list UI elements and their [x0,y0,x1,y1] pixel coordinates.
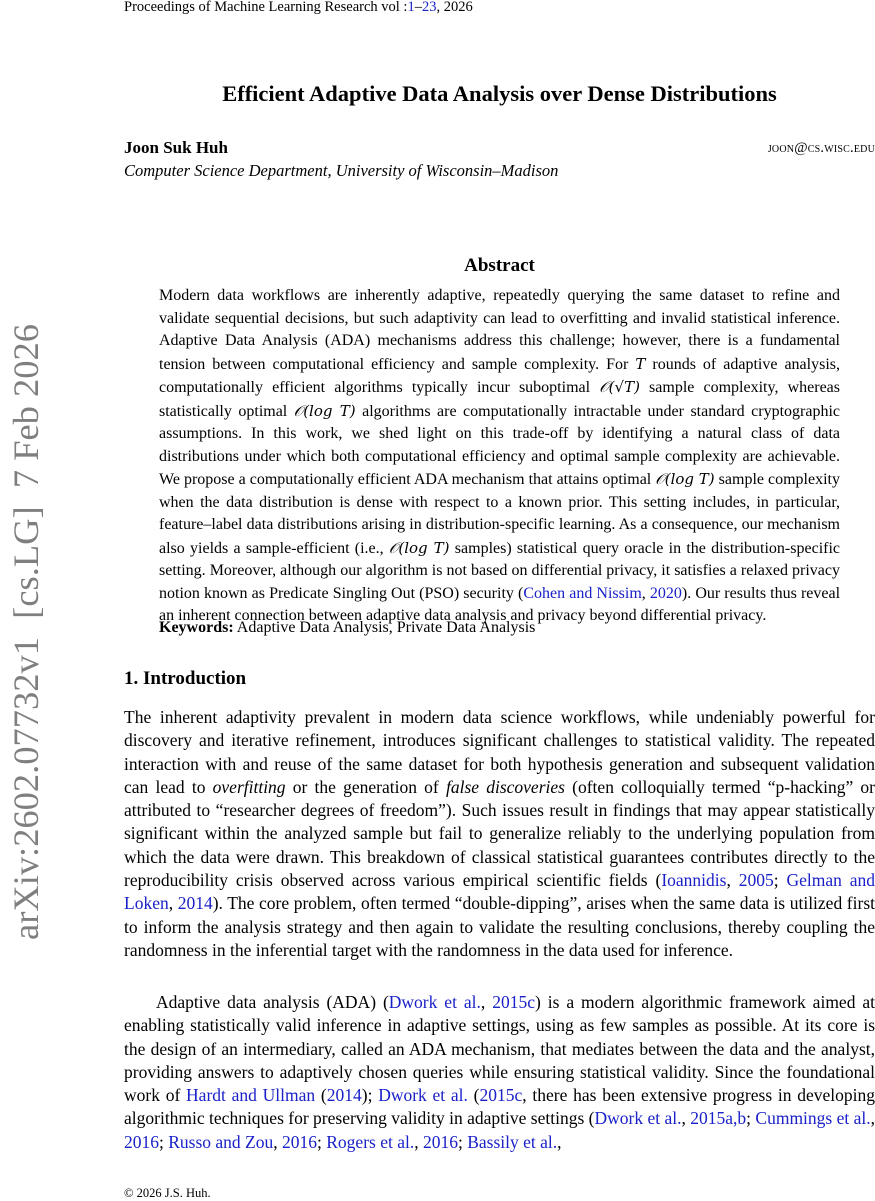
citation-link[interactable]: 2015a,b [690,1108,747,1129]
running-head: Proceedings of Machine Learning Research vol :1–23, 2026 [124,0,473,15]
arxiv-stamp-text: arXiv:2602.07732v1 [cs.LG] 7 Feb 2026 [6,332,46,940]
keywords-list: Adaptive Data Analysis, Private Data Analysis [236,619,536,636]
keywords [159,617,840,640]
citation-link[interactable]: 2016 [124,1131,159,1152]
citation-link[interactable]: Ioannidis [661,870,727,891]
citation-link[interactable]: 2014 [177,893,213,914]
arxiv-stamp [2,322,50,940]
citation-link[interactable]: Cohen and Nissim [523,584,642,602]
page-range-end-link[interactable]: 23 [421,0,437,15]
author-name: Joon Suk Huh [124,138,228,157]
intro-paragraph-1: The inherent adaptivity prevalent in modern data science workflows, while undeniably powerful for discovery and iterative refinement, introduces significant challenges to statistical validity. The repeated interaction with and reuse of the same dataset for both hypothesis generation and subsequent validation can lead to overfitting or the generation of false discoveries (often colloquially termed “p-hacking” or attributed to “researcher degrees of freedom”). Such issues result in findings that may appear statistically significant within the analyzed sample but fail to generalize reliably to the underlying population from which the data were drawn. This breakdown of classical statistical guarantees contributes directly to the reproducibility crisis observed across various empirical scientific fields (Ioannidis, 2005; Gelman and Loken, 2014). The core problem, often termed “double-dipping”, arises when the same data is utilized first to inform the analysis strategy and then again to validate the resulting conclusions, thereby coupling the randomness in the inferential target with the randomness in the data used for inference. [124,707,875,960]
author-email[interactable]: joon@cs.wisc.edu [767,140,875,156]
page-range-start-link[interactable]: 1 [407,0,415,15]
citation-link[interactable]: Cummings et al. [755,1108,871,1129]
citation-link[interactable]: Bassily et al. [467,1131,558,1152]
citation-link[interactable]: 2016 [422,1131,458,1152]
citation-link[interactable]: 2005 [738,870,774,891]
citation-link[interactable]: 2014 [326,1085,362,1106]
paper-title: Efficient Adaptive Data Analysis over Dense Distributions [222,81,777,106]
citation-link[interactable]: Dwork et al. [388,992,481,1012]
keywords-label: Keywords: [159,619,234,636]
author-affiliation: Computer Science Department, University of Wisconsin–Madison [124,161,559,180]
citation-link[interactable]: 2016 [282,1131,317,1152]
citation-link[interactable]: Russo and Zou [168,1131,274,1152]
citation-link[interactable]: Hardt and Ullman [186,1085,316,1106]
intro-paragraph-2: Adaptive data analysis (ADA) (Dwork et al., 2015c) is a modern algorithmic framework aimed at enabling statistically valid inference in adaptive settings, using as few samples as possible. At its core is the design of an intermediary, called an ADA mechanism, that mediates between the data and the analyst, providing answers to adaptively chosen queries while ensuring statistical validity. Since the foundational work of Hardt and Ullman (2014); Dwork et al. (2015c, there has been extensive progress in developing algorithmic techniques for preserving validity in adaptive settings (Dwork et al., 2015a,b; Cummings et al., 2016; Russo and Zou, 2016; Rogers et al., 2016; Bassily et al., [124,992,875,1152]
abstract-heading: Abstract [464,255,535,276]
citation-link[interactable]: 2015c [492,992,535,1012]
citation-link[interactable]: Dwork et al. [378,1085,468,1106]
citation-link[interactable]: Dwork et al. [594,1108,682,1129]
citation-link[interactable]: 2015c [479,1085,523,1106]
citation-link[interactable]: Gelman and Loken [124,870,875,914]
section-heading-introduction: 1. Introduction [124,668,247,689]
copyright-notice: © 2026 J.S. Huh. [124,1186,211,1200]
citation-link[interactable]: Rogers et al. [326,1131,415,1152]
abstract-body: Modern data workflows are inherently adaptive, repeatedly querying the same dataset to refine and validate sequential decisions, but such adaptivity can lead to overfitting and invalid statistical inference. Adaptive Data Analysis (ADA) mechanisms address this challenge; however, there is a fundamental tension between computational efficiency and sample complexity. For T rounds of adaptive analysis, computationally efficient algorithms typically incur suboptimal 𝒪(√T) sample complexity, whereas statistically optimal 𝒪(log T) algorithms are computationally intractable under standard cryptographic assumptions. In this work, we shed light on this trade-off by identifying a natural class of data distributions under which both computational efficiency and optimal sample complexity are achievable. We propose a computationally efficient ADA mechanism that attains optimal 𝒪(log T) sample complexity when the data distribution is dense with respect to a known prior. This setting includes, in particular, feature–label data distributions arising in distribution-specific learning. As a consequence, our mechanism also yields a sample-efficient (i.e., 𝒪(log T) samples) statistical query oracle in the distribution-specific setting. Moreover, although our algorithm is not based on differential privacy, it satisfies a relaxed privacy notion known as Predicate Singling Out (PSO) security (Cohen and Nissim, 2020). Our results thus reveal an inherent connection between adaptive data analysis and privacy beyond differential privacy. [159,287,841,624]
citation-link[interactable]: 2020 [649,584,682,602]
